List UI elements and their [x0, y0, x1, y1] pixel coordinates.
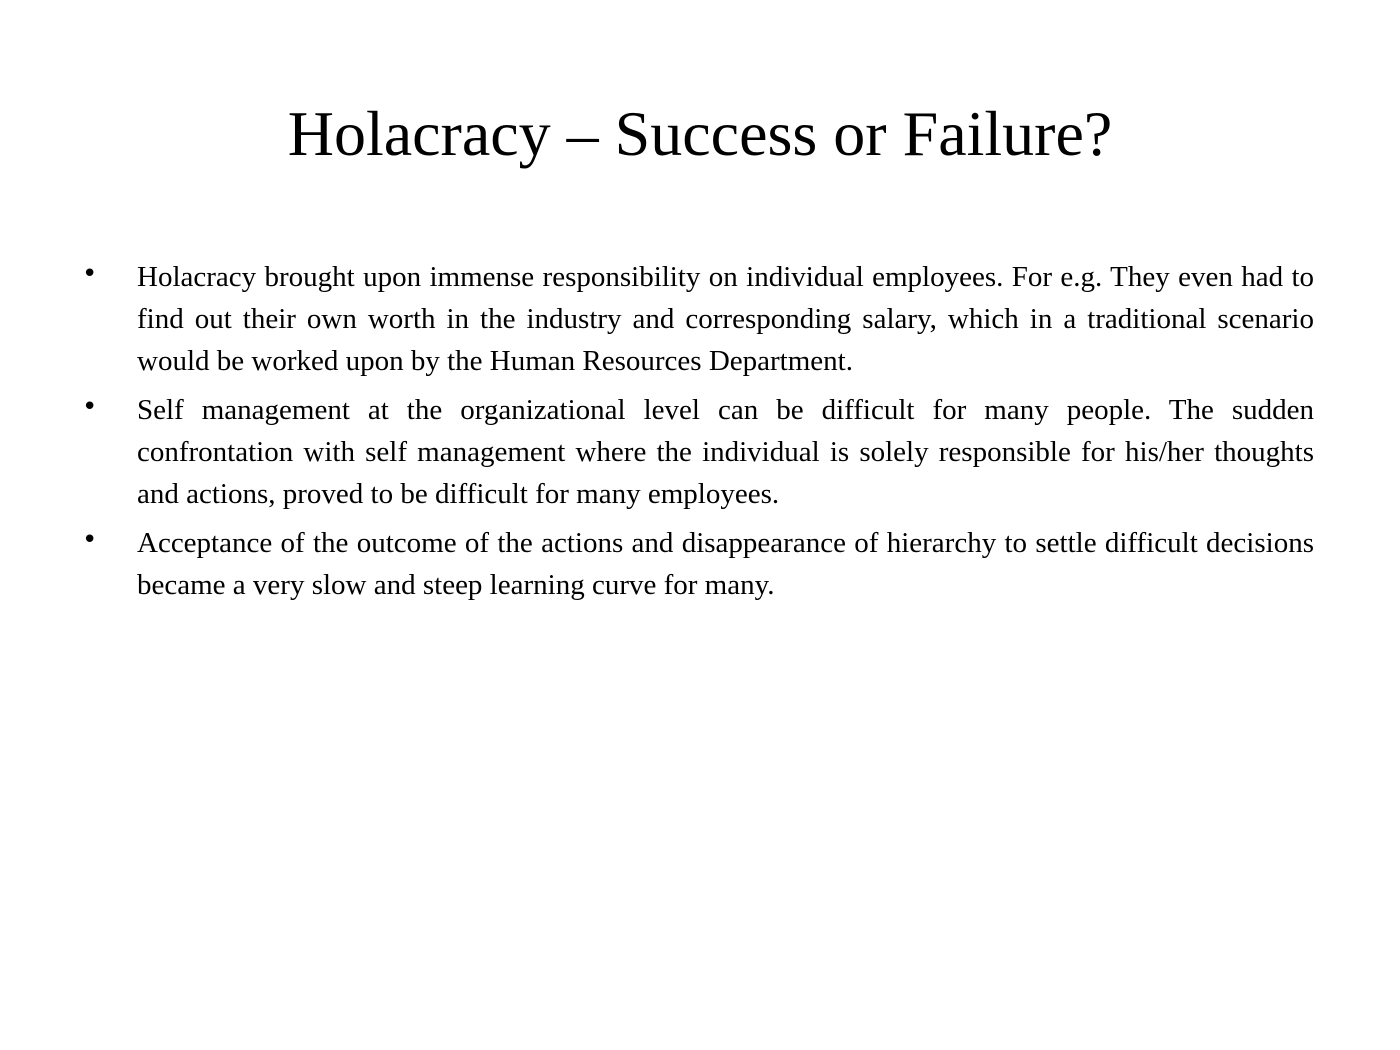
bullet-text: Acceptance of the outcome of the actions and disappearance of hierarchy to settle difficult decisions became a very slow and steep learning curve for many.: [137, 527, 1314, 601]
bullet-item: [82, 522, 1314, 606]
bullet-text: Holacracy brought upon immense responsibility on individual employees. For e.g. They even had to find out their own worth in the industry and corresponding salary, which in a traditional scenario would be worked upon by the Human Resources Department.: [137, 261, 1314, 377]
bullet-list: [82, 256, 1314, 613]
bullet-text: Self management at the organizational level can be difficult for many people. The sudden confrontation with self management where the individual is solely responsible for his/her thoughts and actions, proved to be difficult for many employees.: [137, 394, 1314, 510]
bullet-dot-icon: •: [82, 259, 98, 289]
bullet-dot-icon: •: [82, 392, 98, 422]
slide-title: Holacracy – Success or Failure?: [287, 98, 1113, 169]
bullet-dot-icon: •: [82, 525, 98, 555]
bullet-item: [82, 256, 1314, 382]
bullet-item: [82, 389, 1314, 515]
